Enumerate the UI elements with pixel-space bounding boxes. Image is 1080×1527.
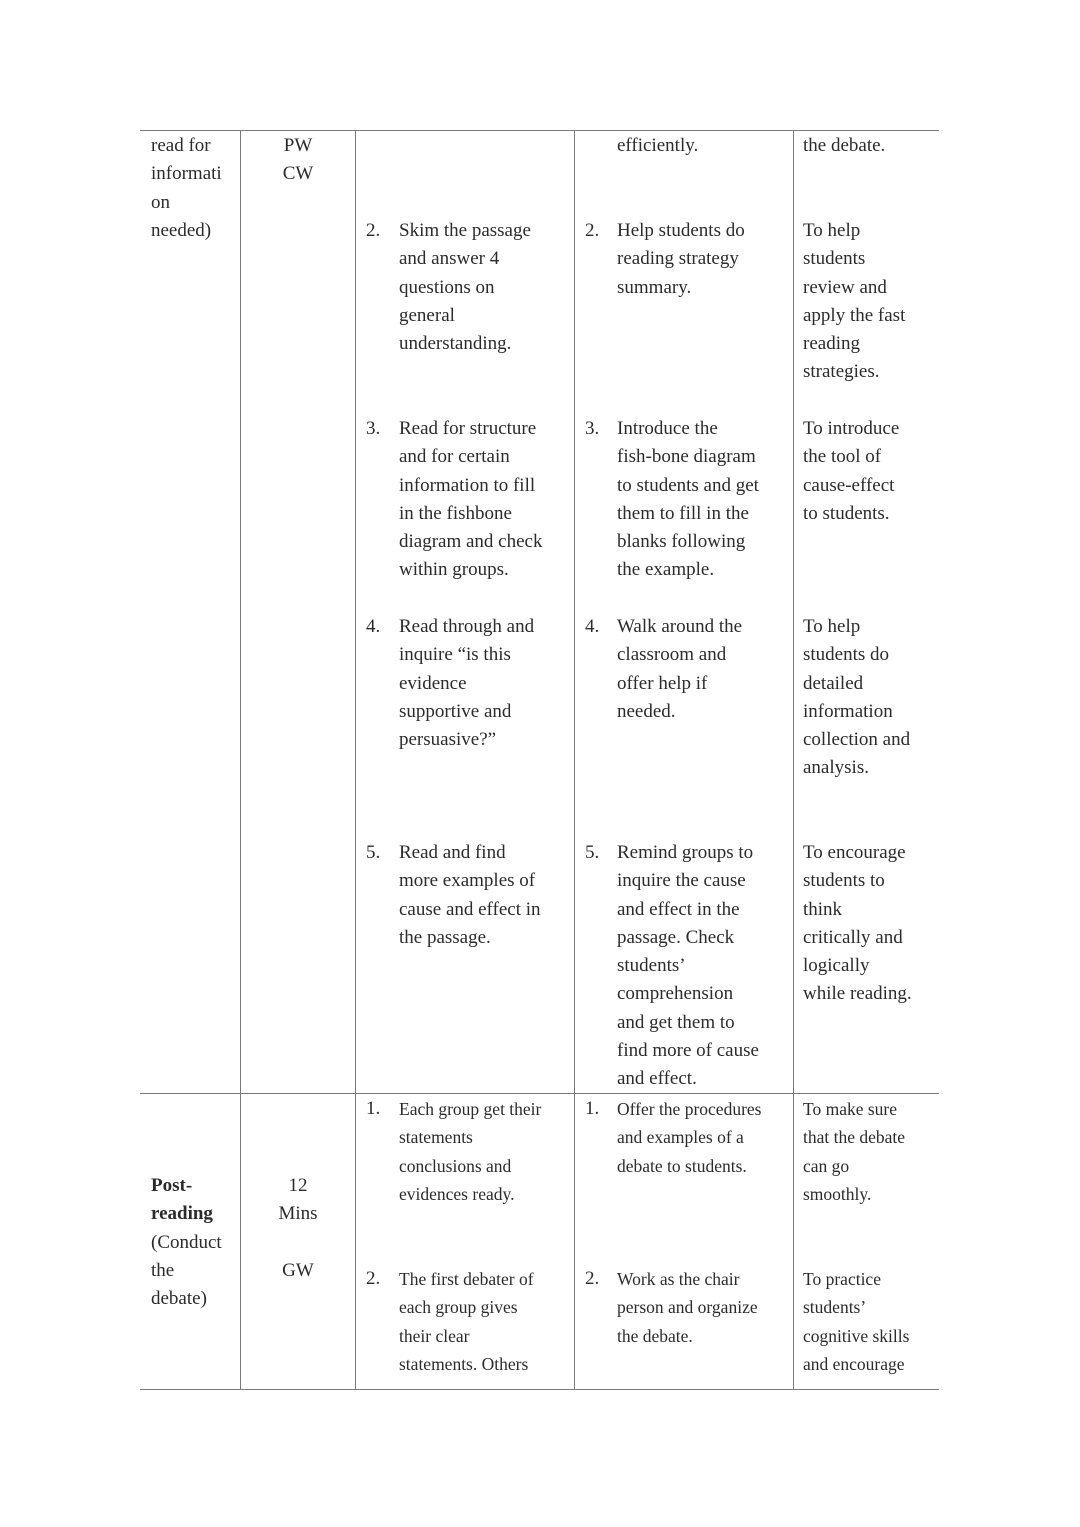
teacher-activity-3: Walk around the classroom and offer help if needed. — [617, 616, 743, 722]
section-divider — [140, 1093, 939, 1094]
time-cell: 12 Mins — [278, 1175, 318, 1225]
student-activity-number: 2. — [366, 220, 381, 241]
student-activity-number: 2. — [366, 1268, 381, 1289]
student-activity-number: 4. — [366, 616, 381, 637]
teacher-activity-number: 5. — [585, 842, 600, 863]
student-activity-1: Skim the passage and answer 4 questions on general understanding. — [399, 220, 531, 355]
teacher-activity-number: 2. — [585, 1268, 600, 1289]
purpose-3: To help students do detailed information collection and analysis. — [803, 616, 911, 779]
student-activity-number: 3. — [366, 418, 381, 439]
post-student-activity-1: Each group get their statements conclusions and evidences ready. — [399, 1099, 542, 1204]
stage-cell: read for informati on needed) — [151, 135, 222, 241]
column-divider-4 — [793, 130, 794, 1390]
student-activity-number: 5. — [366, 842, 381, 863]
teacher-activity-number: 2. — [585, 220, 600, 241]
teacher-activity-1: Help students do reading strategy summary. — [617, 220, 745, 298]
mode-cell: PW CW — [282, 135, 314, 185]
student-activity-4: Read and find more examples of cause and effect in the passage. — [399, 842, 541, 948]
post-student-activity-2: The first debater of each group gives their clear statements. Others — [399, 1269, 534, 1374]
post-purpose-2: To practice students’ cognitive skills and encourage — [803, 1269, 910, 1374]
teacher-activity-number: 1. — [585, 1098, 600, 1119]
purpose-2: To introduce the tool of cause-effect to students. — [803, 418, 900, 524]
table-bottom-border — [140, 1389, 939, 1390]
teacher-activity-number: 3. — [585, 418, 600, 439]
purpose-4: To encourage students to think critically and logically while reading. — [803, 842, 912, 1005]
teacher-activity-number: 4. — [585, 616, 600, 637]
student-activity-number: 1. — [366, 1098, 381, 1119]
post-teacher-activity-1: Offer the procedures and examples of a debate to students. — [617, 1099, 762, 1176]
table-top-border — [140, 130, 939, 131]
teacher-activity-2: Introduce the fish-bone diagram to students and get them to fill in the blanks following the example. — [617, 418, 759, 581]
stage-cell-post-reading: Post- reading (Conduct the debate) — [151, 1175, 222, 1310]
teacher-activity-4: Remind groups to inquire the cause and effect in the passage. Check students’ comprehension and get them to find more of cause and effect. — [617, 842, 759, 1090]
teacher-activity-0: efficiently. — [617, 135, 699, 156]
post-purpose-1: To make sure that the debate can go smoothly. — [803, 1099, 906, 1204]
mode-cell-post-reading: GW — [282, 1260, 314, 1281]
student-activity-3: Read through and inquire “is this evidence supportive and persuasive?” — [399, 616, 535, 751]
purpose-0: the debate. — [803, 135, 886, 156]
column-divider-3 — [574, 130, 575, 1390]
post-teacher-activity-2: Work as the chair person and organize the debate. — [617, 1269, 758, 1346]
purpose-1: To help students review and apply the fast reading strategies. — [803, 220, 906, 383]
student-activity-2: Read for structure and for certain information to fill in the fishbone diagram and check within groups. — [399, 418, 543, 581]
